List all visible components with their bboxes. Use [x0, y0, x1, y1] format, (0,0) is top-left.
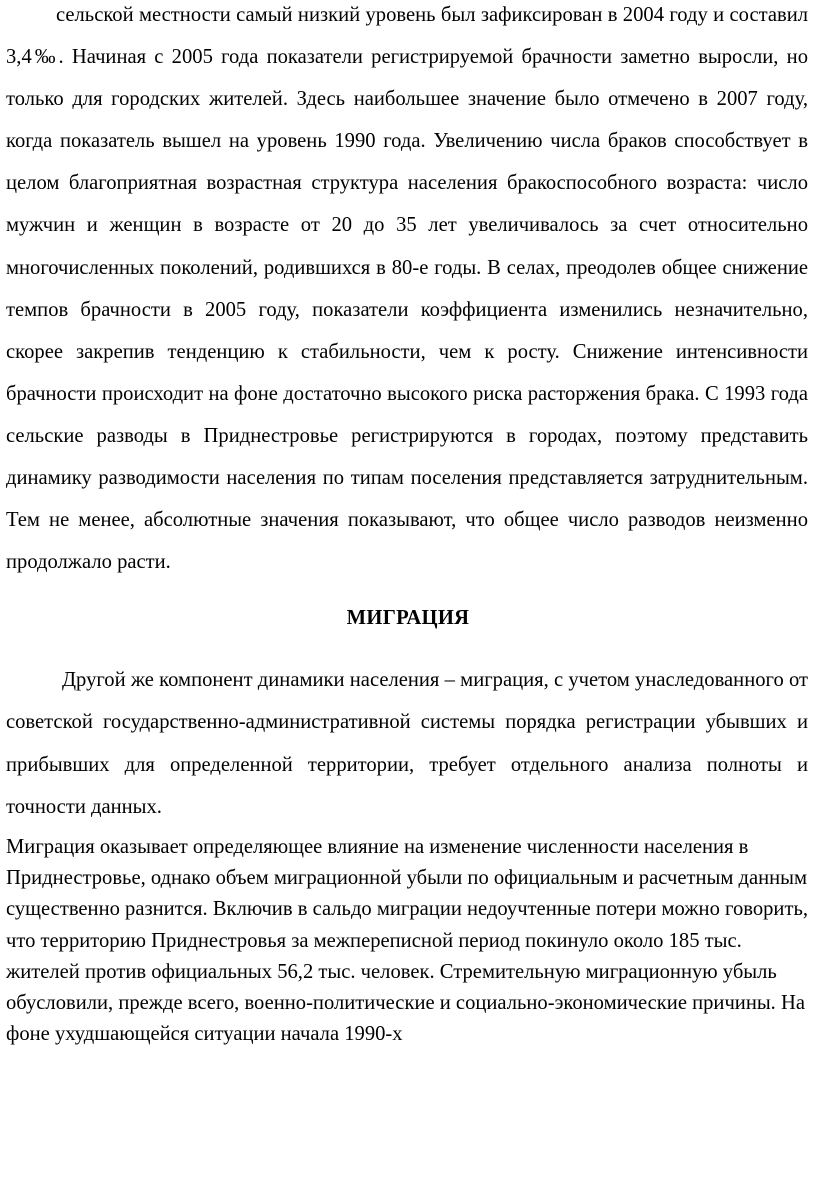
body-paragraph-migration-details: Миграция оказывает определяющее влияние на изменение численности населения в Приднестровье, однако объем миграционной убыли по официальным и расчетным данным существенно разнится. Включив в сальдо миграции недоучтенные потери можно говорить, что территорию Приднестровья за межпереписной период покинуло около 185 тыс. жителей против официальных 56,2 тыс. человек. Стремительную миграционную убыль обусловили, прежде всего, военно-политические и социально-экономические причины. На фоне ухудшающейся ситуации начала 1990-х — [6, 835, 808, 1046]
body-paragraph-migration-intro: Другой же компонент динамики населения – миграция, с учетом унаследованного от советской государственно-административной системы порядка регистрации убывших и прибывших для определенной территории, требует отдельного анализа полноты и точности данных. — [6, 669, 808, 818]
section-heading-migration: МИГРАЦИЯ — [346, 607, 470, 630]
body-paragraph-marriage-divorce: сельской местности самый низкий уровень был зафиксирован в 2004 году и составил 3,4‰. Начиная с 2005 года показатели регистрируемой брачности заметно выросли, но только для городских жителей. Здесь наибольшее значение было отмечено в 2007 году, когда показатель вышел на уровень 1990 года. Увеличению числа браков способствует в целом благоприятная возрастная структура населения бракоспособного возраста: число мужчин и женщин в возрасте от 20 до 35 лет увеличивалось за счет относительно многочисленных поколений, родившихся в 80-е годы. В селах, преодолев общее снижение темпов брачности в 2005 году, показатели коэффициента изменились незначительно, скорее закрепив тенденцию к стабильности, чем к росту. Снижение интенсивности брачности происходит на фоне достаточно высокого риска расторжения брака. С 1993 года сельские разводы в Приднестровье регистрируются в городах, поэтому представить динамику разводимости населения по типам поселения представляется затруднительным. Тем не менее, абсолютные значения показывают, что общее число разводов неизменно продолжало расти. — [6, 4, 808, 574]
